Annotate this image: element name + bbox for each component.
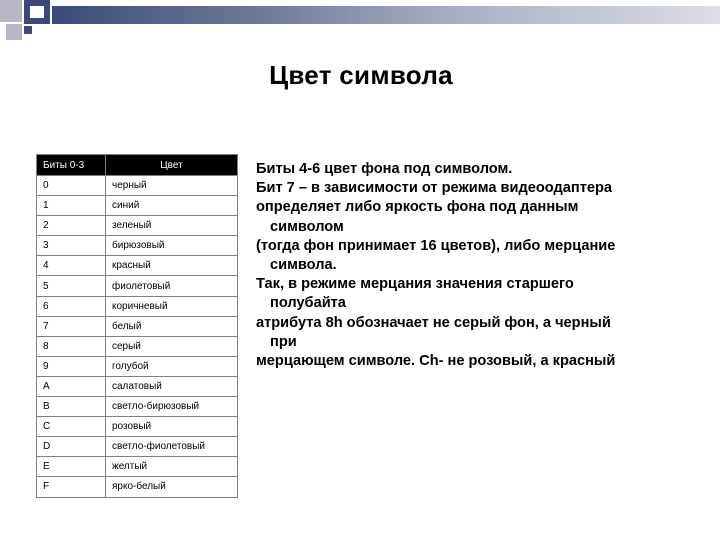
- bits-cell: 6: [37, 296, 106, 316]
- description-line: символом: [270, 218, 344, 235]
- description-line: Бит 7 – в зависимости от режима видеоодаптера: [256, 180, 612, 197]
- bits-cell: A: [37, 376, 106, 396]
- table-row: [37, 276, 238, 296]
- table-row: [37, 376, 238, 396]
- color-name-cell: бирюзовый: [106, 236, 238, 256]
- color-name-cell: зеленый: [106, 216, 238, 236]
- table-row: [37, 437, 238, 457]
- header-bits: Биты 0-3: [37, 155, 106, 176]
- color-name-cell: ярко-белый: [106, 477, 238, 497]
- bits-cell: 0: [37, 176, 106, 196]
- bits-cell: 9: [37, 356, 106, 376]
- color-name-cell: белый: [106, 316, 238, 336]
- bits-cell: 8: [37, 336, 106, 356]
- color-name-cell: салатовый: [106, 376, 238, 396]
- description-line: атрибута 8h обозначает не серый фон, а черный: [256, 314, 611, 331]
- color-name-cell: красный: [106, 256, 238, 276]
- corner-square-gray: [0, 0, 22, 22]
- bits-cell: 3: [37, 236, 106, 256]
- description-line: при: [270, 333, 297, 350]
- table-row: [37, 336, 238, 356]
- description-line: символа.: [270, 257, 337, 274]
- table-row: [37, 356, 238, 376]
- color-name-cell: светло-фиолетовый: [106, 437, 238, 457]
- description-line: определяет либо яркость фона под данным: [256, 199, 579, 216]
- table-row: [37, 296, 238, 316]
- table-row: [37, 477, 238, 497]
- table-row: [37, 457, 238, 477]
- color-name-cell: фиолетовый: [106, 276, 238, 296]
- description-line: (тогда фон принимает 16 цветов), либо мерцание: [256, 237, 616, 254]
- bits-cell: 2: [37, 216, 106, 236]
- color-name-cell: черный: [106, 176, 238, 196]
- header-color: Цвет: [106, 155, 238, 176]
- bits-cell: D: [37, 437, 106, 457]
- color-name-cell: синий: [106, 196, 238, 216]
- table-body: [37, 176, 238, 498]
- color-table: [36, 154, 238, 498]
- color-name-cell: розовый: [106, 417, 238, 437]
- table-header-row: [37, 155, 238, 176]
- table-row: [37, 196, 238, 216]
- description-line: мерцающем символе. Ch- не розовый, а красный: [256, 353, 616, 370]
- table-row: [37, 176, 238, 196]
- corner-square-lower: [6, 24, 22, 40]
- color-name-cell: голубой: [106, 356, 238, 376]
- bits-cell: E: [37, 457, 106, 477]
- bits-cell: 4: [37, 256, 106, 276]
- description-line: Биты 4-6 цвет фона под символом.: [256, 161, 513, 177]
- color-name-cell: коричневый: [106, 296, 238, 316]
- table-row: [37, 236, 238, 256]
- table-row: [37, 316, 238, 336]
- table-row: [37, 216, 238, 236]
- bits-cell: C: [37, 417, 106, 437]
- bits-cell: B: [37, 397, 106, 417]
- table-row: [37, 256, 238, 276]
- bits-cell: 5: [37, 276, 106, 296]
- bits-cell: F: [37, 477, 106, 497]
- corner-square-inner: [30, 6, 44, 18]
- description-text: [256, 160, 706, 371]
- description-line: Так, в режиме мерцания значения старшего: [256, 276, 574, 293]
- corner-square-small: [24, 26, 32, 34]
- color-name-cell: серый: [106, 336, 238, 356]
- header-gradient-bar: [52, 6, 720, 24]
- table-row: [37, 417, 238, 437]
- color-name-cell: желтый: [106, 457, 238, 477]
- color-name-cell: светло-бирюзовый: [106, 397, 238, 417]
- bits-cell: 7: [37, 316, 106, 336]
- bits-cell: 1: [37, 196, 106, 216]
- slide-title: Цвет символа: [269, 60, 453, 90]
- table-row: [37, 397, 238, 417]
- description-line: полубайта: [270, 295, 346, 312]
